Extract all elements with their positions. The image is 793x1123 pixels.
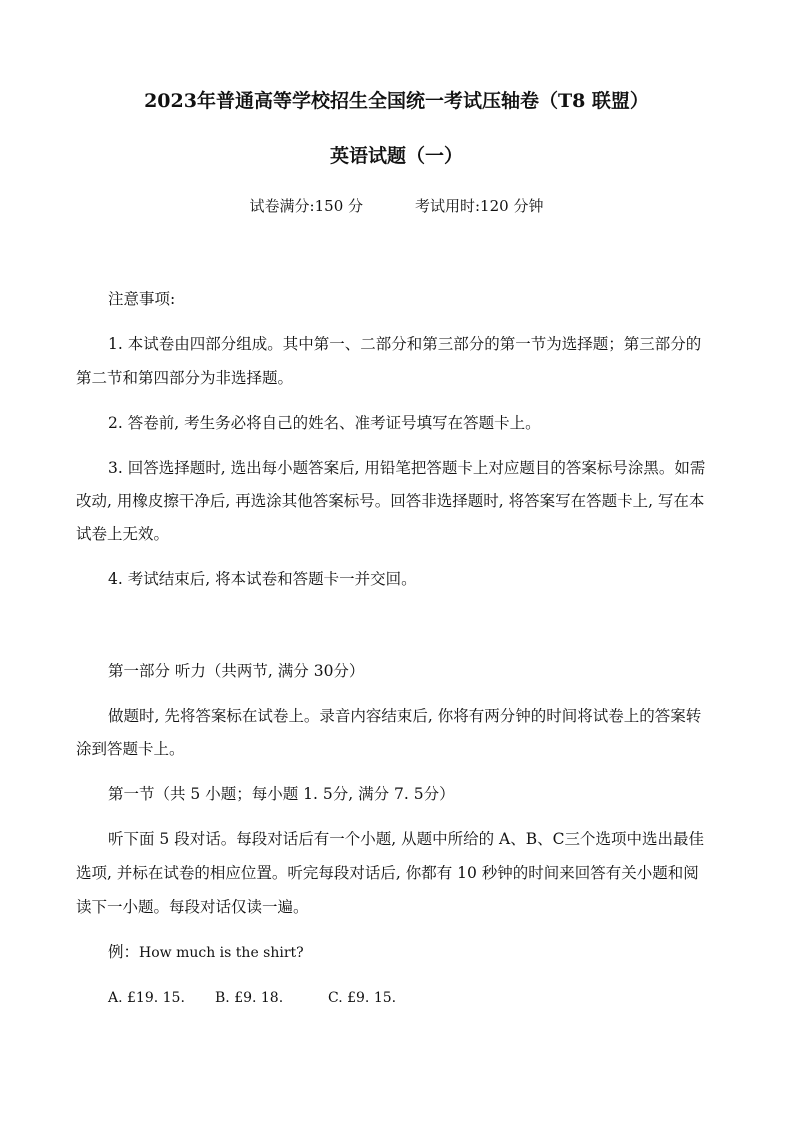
note-item-4: 4. 考试结束后, 将本试卷和答题卡一并交回。 bbox=[108, 570, 417, 588]
time-limit: 考试用时:120 分钟 bbox=[415, 197, 544, 215]
notes-heading: 注意事项: bbox=[108, 290, 176, 308]
section1-instruction-line-2: 选项, 并标在试卷的相应位置。听完每段对话后, 你都有 10 秒钟的时间来回答有关小题和阅 bbox=[76, 864, 699, 882]
part1-instruction-line-2: 涂到答题卡上。 bbox=[76, 740, 185, 758]
option-a: A. £19. 15. bbox=[108, 990, 185, 1006]
exam-meta bbox=[0, 195, 793, 216]
example-question bbox=[108, 942, 718, 963]
section1-instruction-line-3: 读下一小题。每段对话仅读一遍。 bbox=[76, 898, 309, 916]
example-label: 例： bbox=[108, 943, 140, 961]
exam-subtitle: 英语试题（一） bbox=[329, 145, 463, 167]
option-b: B. £9. 18. bbox=[215, 990, 284, 1006]
section1-instruction-line-1: 听下面 5 段对话。每段对话后有一个小题, 从题中所给的 A、B、C三个选项中选出最佳 bbox=[108, 830, 704, 848]
note-item-1-line-1: 1. 本试卷由四部分组成。其中第一、二部分和第三部分的第一节为选择题；第三部分的 bbox=[108, 335, 702, 353]
section1-heading: 第一节（共 5 小题；每小题 1. 5分, 满分 7. 5分） bbox=[108, 785, 455, 803]
note-item-3-line-2: 改动, 用橡皮擦干净后, 再选涂其他答案标号。回答非选择题时, 将答案写在答题卡上, 写在本 bbox=[76, 492, 705, 510]
exam-title: 2023年普通高等学校招生全国统一考试压轴卷（T8 联盟） bbox=[144, 90, 649, 112]
part1-instruction-line-1: 做题时, 先将答案标在试卷上。录音内容结束后, 你将有两分钟的时间将试卷上的答案转 bbox=[108, 707, 702, 725]
option-c: C. £9. 15. bbox=[328, 990, 397, 1006]
example-question-text: How much is the shirt? bbox=[139, 945, 304, 961]
note-item-1-line-2: 第二节和第四部分为非选择题。 bbox=[76, 369, 294, 387]
note-item-2: 2. 答卷前, 考生务必将自己的姓名、准考证号填写在答题卡上。 bbox=[108, 414, 541, 432]
full-score: 试卷满分:150 分 bbox=[249, 197, 363, 215]
example-options bbox=[108, 988, 718, 1008]
part1-heading: 第一部分 听力（共两节, 满分 30分） bbox=[108, 662, 365, 680]
note-item-3-line-3: 试卷上无效。 bbox=[76, 525, 170, 543]
note-item-3-line-1: 3. 回答选择题时, 选出每小题答案后, 用铅笔把答题卡上对应题目的答案标号涂黑。如需 bbox=[108, 459, 706, 477]
